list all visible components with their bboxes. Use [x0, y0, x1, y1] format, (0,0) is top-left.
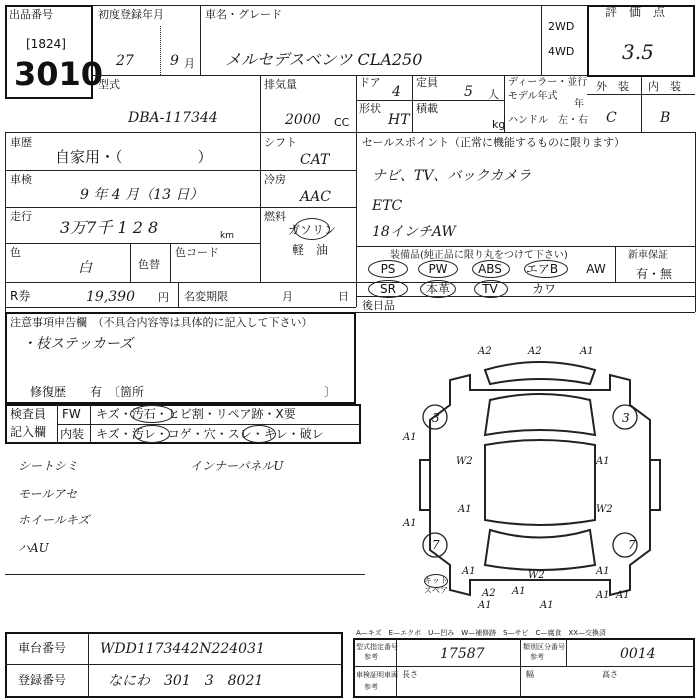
repair-value: 有 〔箇所 〕: [90, 385, 337, 399]
grade-value: 3.5: [622, 40, 654, 64]
equip-kawa: カワ: [531, 282, 556, 296]
notes-line-1: ・枝ステッカーズ: [22, 336, 134, 352]
sales-point-2: ETC: [372, 198, 403, 214]
category-value: 0014: [620, 646, 656, 662]
mark-front-a2-left: A2: [478, 346, 492, 357]
doors-label: ドア: [359, 76, 381, 89]
postscript-line: [356, 312, 695, 313]
drive-4wd: 4WD: [548, 45, 575, 58]
row2-sep-4: [504, 75, 505, 132]
drive-2wd: 2WD: [548, 20, 575, 33]
header-bottom-line: [5, 132, 695, 133]
load-unit: kg: [492, 118, 506, 131]
footer-right-mid: [353, 666, 695, 667]
fw-circle: [130, 405, 174, 423]
equip-abs: ABS: [478, 262, 502, 276]
mark-wheel-rl: 7: [432, 538, 440, 552]
mark-rear-a2: A2: [482, 588, 496, 599]
name-change-day: 日: [338, 290, 349, 303]
shift-label: シフト: [264, 136, 297, 149]
displacement-unit: CC: [334, 116, 350, 129]
fw-items: キズ・汚石・ヒビ割・リペア跡・X要: [96, 407, 296, 421]
mileage-value: 3万7千 1 2 8: [60, 218, 159, 237]
lot-code: [1824]: [26, 37, 66, 51]
model-label: 型式: [98, 78, 120, 91]
displacement-value: 2000: [285, 112, 321, 128]
model-year-unit: 年: [574, 99, 584, 110]
inspector-label: 検査員: [10, 407, 47, 421]
equipment-title: 装備品(純正品に限り丸をつけて下さい): [390, 250, 568, 261]
remark-4: ハAU: [18, 541, 49, 555]
certificate-label: 型式指定番号: [356, 643, 398, 651]
history-line-2: [5, 207, 356, 208]
history-line-5: [5, 307, 356, 308]
car-diagram: [400, 350, 690, 610]
color-code-label: 色コード: [175, 246, 219, 259]
equip-airbag: エアB: [525, 262, 559, 276]
mark-wheel-fr: 3: [622, 411, 630, 425]
footer-left-mid: [5, 664, 343, 665]
color-sep: [130, 243, 131, 282]
displacement-label: 排気量: [264, 78, 297, 91]
remark-1: シートシミ: [18, 459, 79, 473]
shift-value: CAT: [300, 152, 330, 168]
header-sep-1: [160, 26, 161, 75]
equip-pw-circle: [418, 260, 458, 278]
grade-sub-sep: [641, 77, 642, 132]
plate-label: 登録番号: [18, 673, 67, 687]
grade-label: 評 価 点: [605, 5, 666, 19]
capacity-value: 5: [464, 84, 473, 100]
model-value: DBA-117344: [128, 110, 218, 126]
notes-title: 注意事項申告欄 （不具合内容等は具体的に記入して下さい）: [10, 316, 313, 329]
color-label: 色: [10, 246, 21, 259]
shape-label: 形状: [359, 102, 381, 115]
drive-sep: [541, 5, 542, 75]
mark-rear-a1-5: A1: [512, 586, 526, 597]
entry-label: 記入欄: [10, 425, 47, 439]
fw-label: FW: [62, 407, 81, 421]
load-label: 積載: [416, 102, 438, 115]
color-value: 白: [78, 260, 92, 276]
category-label: 類別区分番号: [523, 643, 565, 651]
mark-rear-a1-4: A1: [596, 590, 610, 601]
equip-ps-circle: [368, 260, 408, 278]
body-size-label: 車検証明車両: [356, 671, 398, 679]
first-reg-label: 初度登録年月: [98, 8, 164, 21]
sales-point-1: ナビ、TV、バックカメラ: [372, 168, 532, 184]
capacity-unit: 人: [488, 88, 499, 101]
mark-side-left-2: A1: [403, 518, 417, 529]
first-reg-year: 27: [116, 53, 134, 69]
mark-rear-w2: W2: [528, 570, 545, 581]
recycle-value: 19,390: [86, 289, 135, 305]
width-label: 幅: [526, 670, 534, 679]
mark-front-a1-right: A1: [580, 346, 594, 357]
recycle-sep: [178, 282, 179, 307]
remark-2: モールアセ: [18, 487, 78, 501]
sales-point-3: 18インチAW: [372, 224, 456, 240]
footer-right-sep-3: [566, 638, 567, 666]
interior-value: B: [660, 110, 671, 126]
certificate-value: 17587: [440, 646, 485, 662]
length-label: 長さ: [402, 670, 418, 679]
interior-circle-2: [242, 425, 276, 443]
mark-left-w2-1: W2: [456, 456, 473, 467]
category-sub: 参考: [530, 653, 544, 661]
header-sep-2: [200, 5, 201, 75]
handle-label: ハンドル 左・右: [508, 115, 588, 126]
first-reg-month: 9: [170, 53, 179, 69]
first-reg-month-unit: 月: [184, 57, 195, 70]
shape-value: HT: [388, 112, 410, 128]
mark-left-a1: A1: [458, 504, 472, 515]
equipment-bottom-line: [356, 296, 695, 297]
doors-value: 4: [392, 84, 401, 100]
row2-sep-2: [356, 75, 357, 132]
chassis-value: WDD1173442N224031: [100, 641, 265, 657]
grade-sub-line: [587, 94, 695, 95]
equip-abs-circle: [472, 260, 510, 278]
warranty-value: 有・無: [636, 267, 673, 281]
history-value: 自家用・（ ）: [55, 148, 213, 166]
color-sep-2: [170, 243, 171, 282]
warranty-label: 新車保証: [628, 250, 668, 261]
history-sep-2: [356, 132, 357, 307]
name-grade-label: 車名・グレード: [205, 8, 282, 21]
history-label: 車歴: [10, 136, 32, 149]
plate-value: なにわ 301 3 8021: [108, 673, 264, 689]
mileage-label: 走行: [10, 210, 32, 223]
name-change-label: 名変期限: [184, 290, 228, 303]
history-line-1: [5, 170, 356, 171]
interior-circle-1: [134, 425, 170, 443]
mark-rear-a1-3: A1: [540, 600, 554, 611]
row2-inner-line: [356, 100, 504, 101]
mark-side-left-1: A1: [403, 432, 417, 443]
right-edge: [695, 132, 696, 312]
fuel-gasoline: ガソリン: [288, 223, 337, 237]
mark-front-a2-center: A2: [528, 346, 542, 357]
aircon-value: AAC: [300, 189, 331, 205]
inspector-mid: [57, 424, 361, 425]
equip-ps: PS: [380, 262, 396, 276]
repaint-label: 色替: [138, 258, 160, 271]
sales-points-title: セールスポイント（正常に機能するものに限ります）: [362, 136, 626, 149]
name-grade-value: メルセデスベンツ CLA250: [225, 50, 423, 69]
mark-rear-a1-2: A1: [478, 600, 492, 611]
equip-airbag-circle: [524, 260, 568, 278]
remarks-bottom-line: [5, 574, 365, 575]
exterior-value: C: [606, 110, 617, 126]
row2-sep-1: [260, 75, 261, 132]
fuel-diesel: 軽 油: [292, 243, 329, 257]
mileage-unit: km: [220, 231, 234, 241]
equip-tv: TV: [482, 282, 498, 296]
equip-pw: PW: [428, 262, 448, 276]
chassis-label: 車台番号: [18, 641, 67, 655]
inspection-label: 車検: [10, 173, 32, 186]
mark-rear-a1-right: A1: [596, 566, 610, 577]
lot-label: 出品番号: [9, 8, 53, 21]
recycle-unit: 円: [158, 291, 169, 304]
extra-note-circle: [424, 574, 448, 588]
row2-sep-3: [412, 75, 413, 132]
extra-note: キット スペア: [424, 576, 448, 595]
postscript-label: 後日品: [362, 299, 395, 312]
interior-check-label: 内装: [60, 427, 85, 441]
certificate-sub: 参考: [364, 653, 378, 661]
aircon-label: 冷房: [264, 173, 286, 186]
height-label: 高さ: [602, 670, 618, 679]
legend: A—キズ E—エクボ U—凹み W—補修跡 S—サビ C—腐食 XX—交換済: [356, 629, 607, 637]
mark-rear-a1-6: A1: [616, 590, 630, 601]
lot-number: 3010: [14, 55, 104, 93]
equip-leather: 本革: [425, 282, 450, 296]
repair-label: 修復歴: [30, 385, 67, 399]
mark-wheel-fl: 3: [432, 411, 440, 425]
interior-label: 内 装: [648, 80, 681, 93]
footer-left-sep: [88, 632, 89, 698]
equip-aw: AW: [586, 262, 606, 276]
interior-items: キズ・汚レ・コゲ・穴・スレ・キレ・破レ: [96, 427, 324, 441]
fuel-label: 燃料: [264, 210, 286, 223]
fw-sep: [90, 404, 91, 444]
remark-right: インナーパネルU: [190, 459, 284, 473]
mark-right-w2: W2: [596, 504, 613, 515]
fuel-gasoline-circle: [294, 218, 330, 240]
history-line-3: [5, 243, 260, 244]
history-line-4: [5, 282, 695, 283]
model-year-label: モデル年式: [508, 91, 558, 102]
exterior-label: 外 装: [596, 80, 629, 93]
name-change-month: 月: [282, 290, 293, 303]
inspection-value: 9 年 4 月（13 日）: [80, 187, 204, 203]
footer-right-sep-2: [520, 638, 521, 698]
dealer-label: ディーラー・並行: [508, 77, 588, 88]
mark-right-a1-1: A1: [596, 456, 610, 467]
body-size-sub: 参考: [364, 683, 378, 691]
recycle-label: R券: [10, 289, 31, 303]
mark-rear-a1-left: A1: [462, 566, 476, 577]
equipment-top-line: [356, 246, 695, 247]
equip-sr: SR: [380, 282, 396, 296]
mark-wheel-rr: 7: [628, 538, 636, 552]
remark-3: ホイールキズ: [18, 513, 90, 527]
capacity-label: 定員: [416, 76, 438, 89]
